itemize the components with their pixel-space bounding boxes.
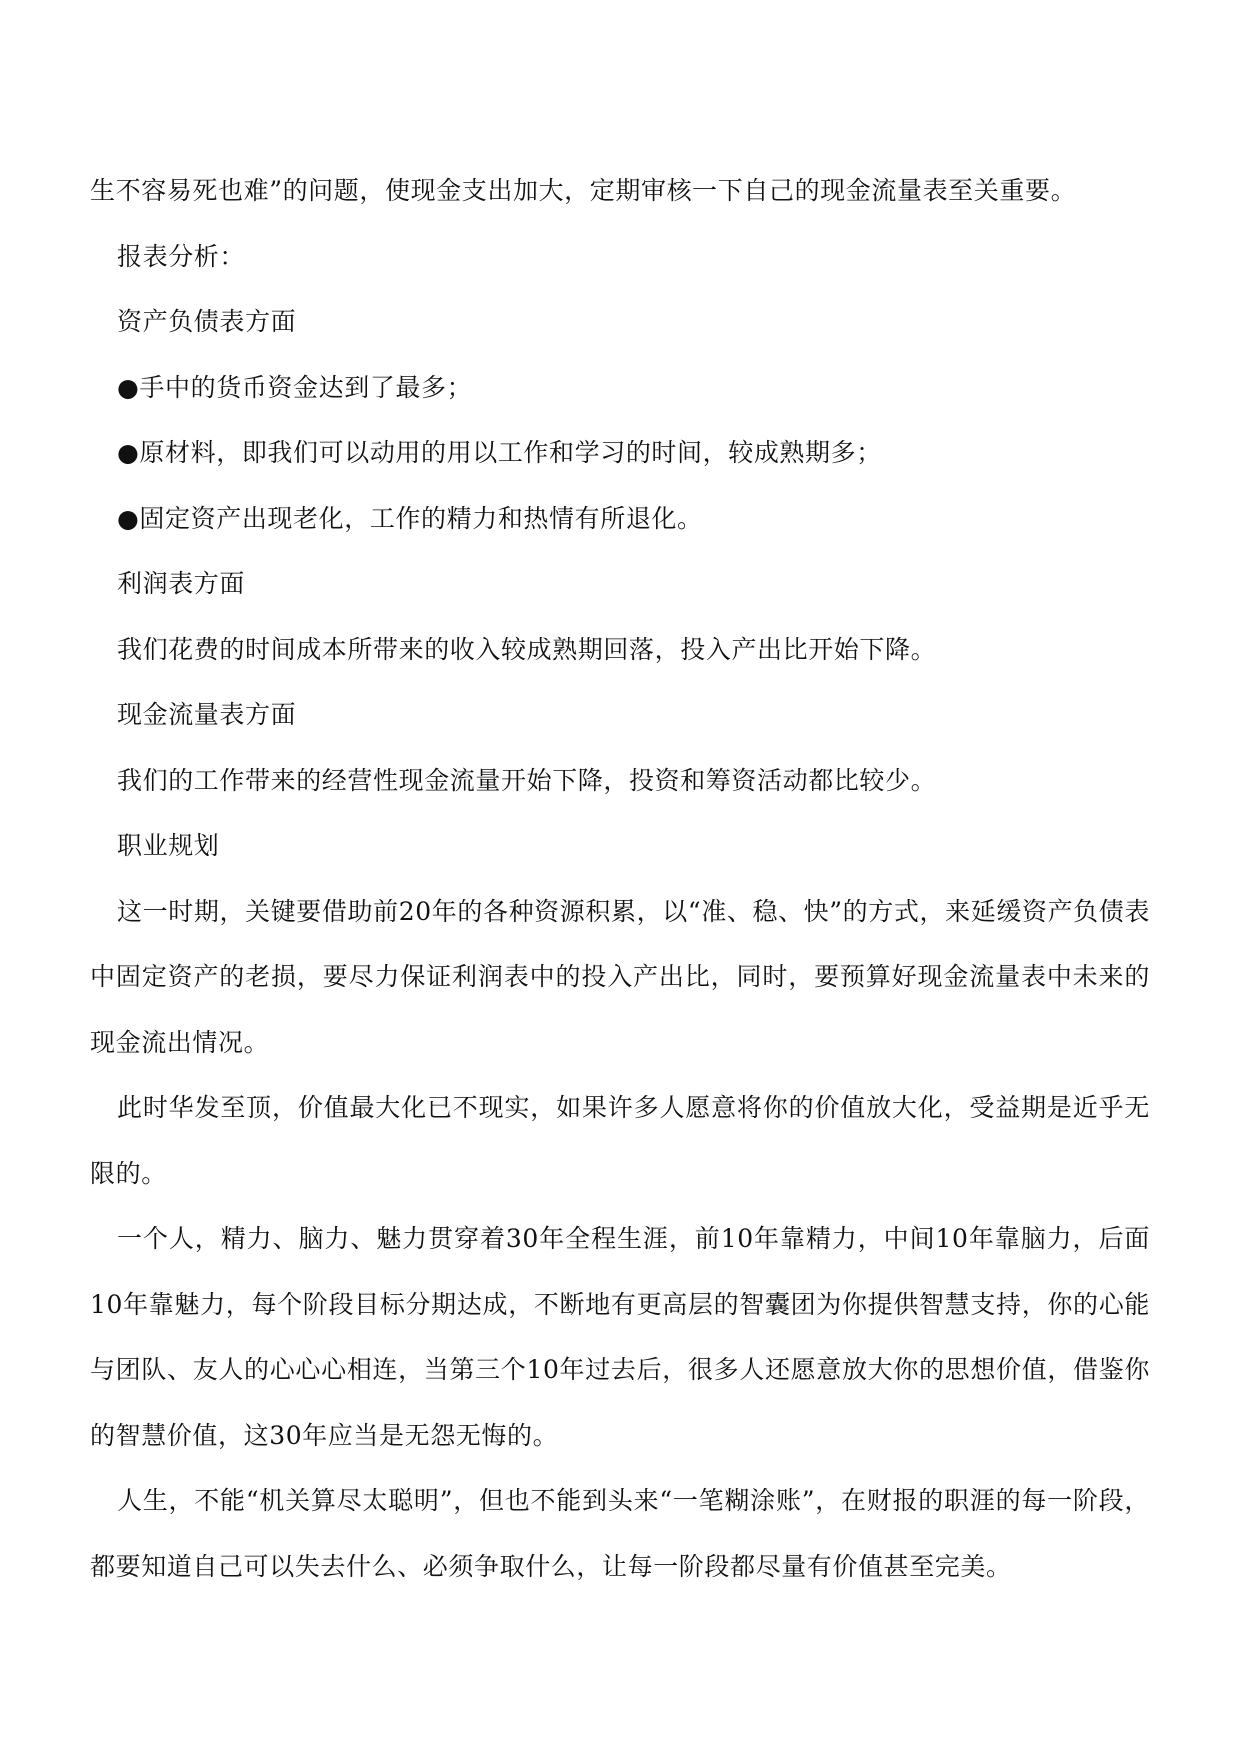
paragraph-value: 此时华发至顶，价值最大化已不现实，如果许多人愿意将你的价值放大化，受益期是近乎无限的。 [90,1093,1150,1188]
paragraph-thirty-years: 一个人，精力、脑力、魅力贯穿着30年全程生涯，前10年靠精力，中间10年靠脑力，后面10年靠魅力，每个阶段目标分期达成，不断地有更高层的智囊团为你提供智慧支持，你的心能与团队、友人的心心心相连，当第三个10年过去后，很多人还愿意放大你的思想价值，借鉴你的智慧价值，这30年应当是无怨无悔的。 [90,1224,1150,1450]
heading-career-planning: 职业规划 [117,831,220,860]
paragraph-career-planning: 这一时期，关键要借助前20年的各种资源积累，以“准、稳、快”的方式，来延缓资产负债表中固定资产的老损，要尽力保证利润表中的投入产出比，同时，要预算好现金流量表中未来的现金流出情况。 [90,896,1150,1057]
paragraph-conclusion: 人生，不能“机关算尽太聪明”，但也不能到头来“一笔糊涂账”，在财报的职涯的每一阶段，都要知道自己可以失去什么、必须争取什么，让每一阶段都尽量有价值甚至完美。 [90,1486,1150,1581]
bullet-item-raw-materials: ●原材料，即我们可以动用的用以工作和学习的时间，较成熟期多； [117,438,882,467]
paragraph-cash-flow: 我们的工作带来的经营性现金流量开始下降，投资和筹资活动都比较少。 [117,765,937,795]
bullet-item-fixed-assets: ●固定资产出现老化，工作的精力和热情有所退化。 [117,503,703,533]
heading-cash-flow: 现金流量表方面 [117,700,297,729]
document-body [90,158,1150,1599]
heading-balance-sheet: 资产负债表方面 [117,307,297,336]
heading-income-statement: 利润表方面 [117,569,246,598]
paragraph-income-statement: 我们花费的时间成本所带来的收入较成熟期回落，投入产出比开始下降。 [117,634,937,664]
heading-report-analysis: 报表分析： [117,241,246,271]
bullet-item-monetary-funds: ●手中的货币资金达到了最多； [117,372,473,402]
paragraph-continuation: 生不容易死也难”的问题，使现金支出加大，定期审核一下自己的现金流量表至关重要。 [90,176,1077,205]
